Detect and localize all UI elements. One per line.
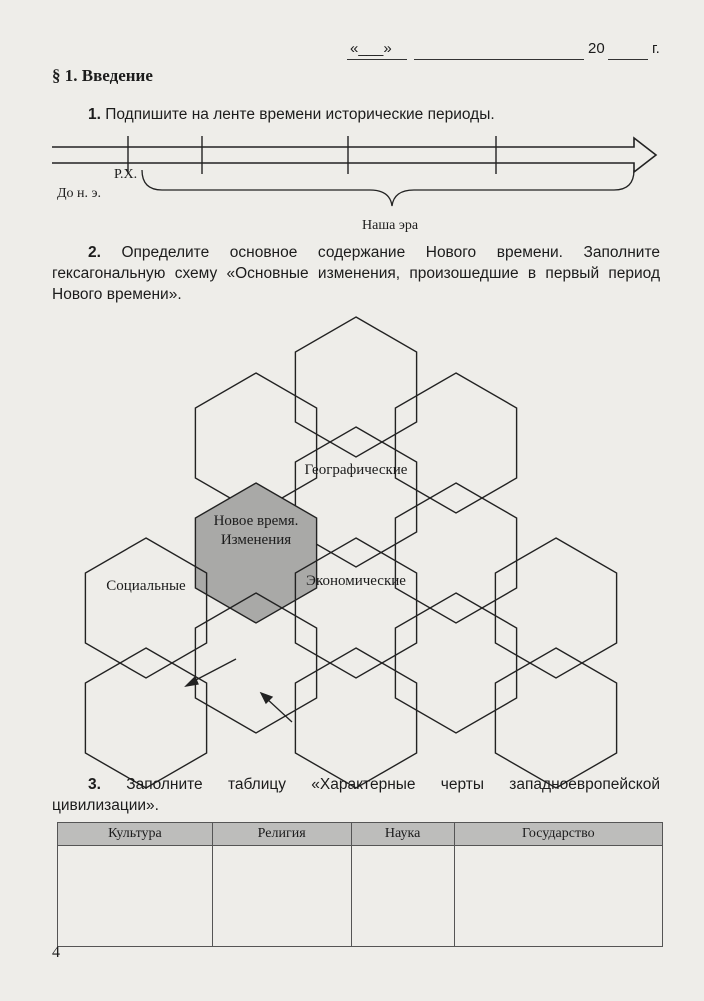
hex-upper-right[interactable] — [395, 373, 516, 513]
hex-label-economic: Экономические — [306, 573, 406, 589]
hex-social[interactable] — [85, 538, 206, 678]
year-label: 20 — [588, 40, 605, 57]
hex-bottom-left[interactable] — [85, 648, 206, 788]
table-row — [58, 846, 663, 947]
cell-science[interactable] — [351, 846, 454, 947]
table-header-row — [58, 823, 663, 846]
task-2-text: Определите основное содержание Нового времени. Заполните гексагональную схему «Основные изменения, произошедшие в первый период Нового времени». — [52, 244, 660, 303]
page-number: 4 — [52, 944, 60, 961]
task-2-number: 2. — [88, 244, 101, 261]
arrow-2 — [266, 698, 292, 722]
cell-culture[interactable] — [58, 846, 213, 947]
rx-label: Р.Х. — [114, 167, 138, 182]
date-quote-marks: «___» — [350, 40, 392, 57]
header-science: Наука — [351, 823, 454, 846]
task-1-number: 1. — [88, 106, 101, 123]
header-culture: Культура — [58, 823, 213, 846]
hex-bottom-mid[interactable] — [295, 648, 416, 788]
task-1-text: Подпишите на ленте времени исторические периоды. — [105, 106, 495, 123]
task-3-text: Заполните таблицу «Характерные черты западноевропейской цивилизации». — [52, 776, 660, 814]
era-label: Наша эра — [362, 218, 419, 233]
hex-center-line2: Изменения — [220, 532, 292, 548]
cell-state[interactable] — [454, 846, 662, 947]
arrow-1 — [192, 659, 236, 682]
hex-arrows — [186, 659, 292, 722]
arrow-1-head — [186, 677, 198, 686]
task-3 — [52, 774, 660, 816]
hex-bottom-right[interactable] — [395, 593, 516, 733]
hex-right[interactable] — [395, 483, 516, 623]
hex-bottom-far-right[interactable] — [495, 648, 616, 788]
hex-label-geographic: Географические — [304, 462, 408, 478]
hex-far-right[interactable] — [495, 538, 616, 678]
hex-label-social: Социальные — [106, 578, 186, 594]
task-3-number: 3. — [88, 776, 101, 793]
section-title: § 1. Введение — [52, 66, 153, 85]
year-suffix: г. — [652, 40, 660, 57]
header-state: Государство — [454, 823, 662, 846]
cell-religion[interactable] — [212, 846, 351, 947]
hex-top[interactable] — [295, 317, 416, 457]
hex-center[interactable] — [195, 483, 316, 623]
hex-center-line1: Новое время. — [213, 513, 299, 529]
bc-label: До н. э. — [57, 186, 102, 201]
civilization-table — [57, 822, 663, 947]
header-religion: Религия — [212, 823, 351, 846]
